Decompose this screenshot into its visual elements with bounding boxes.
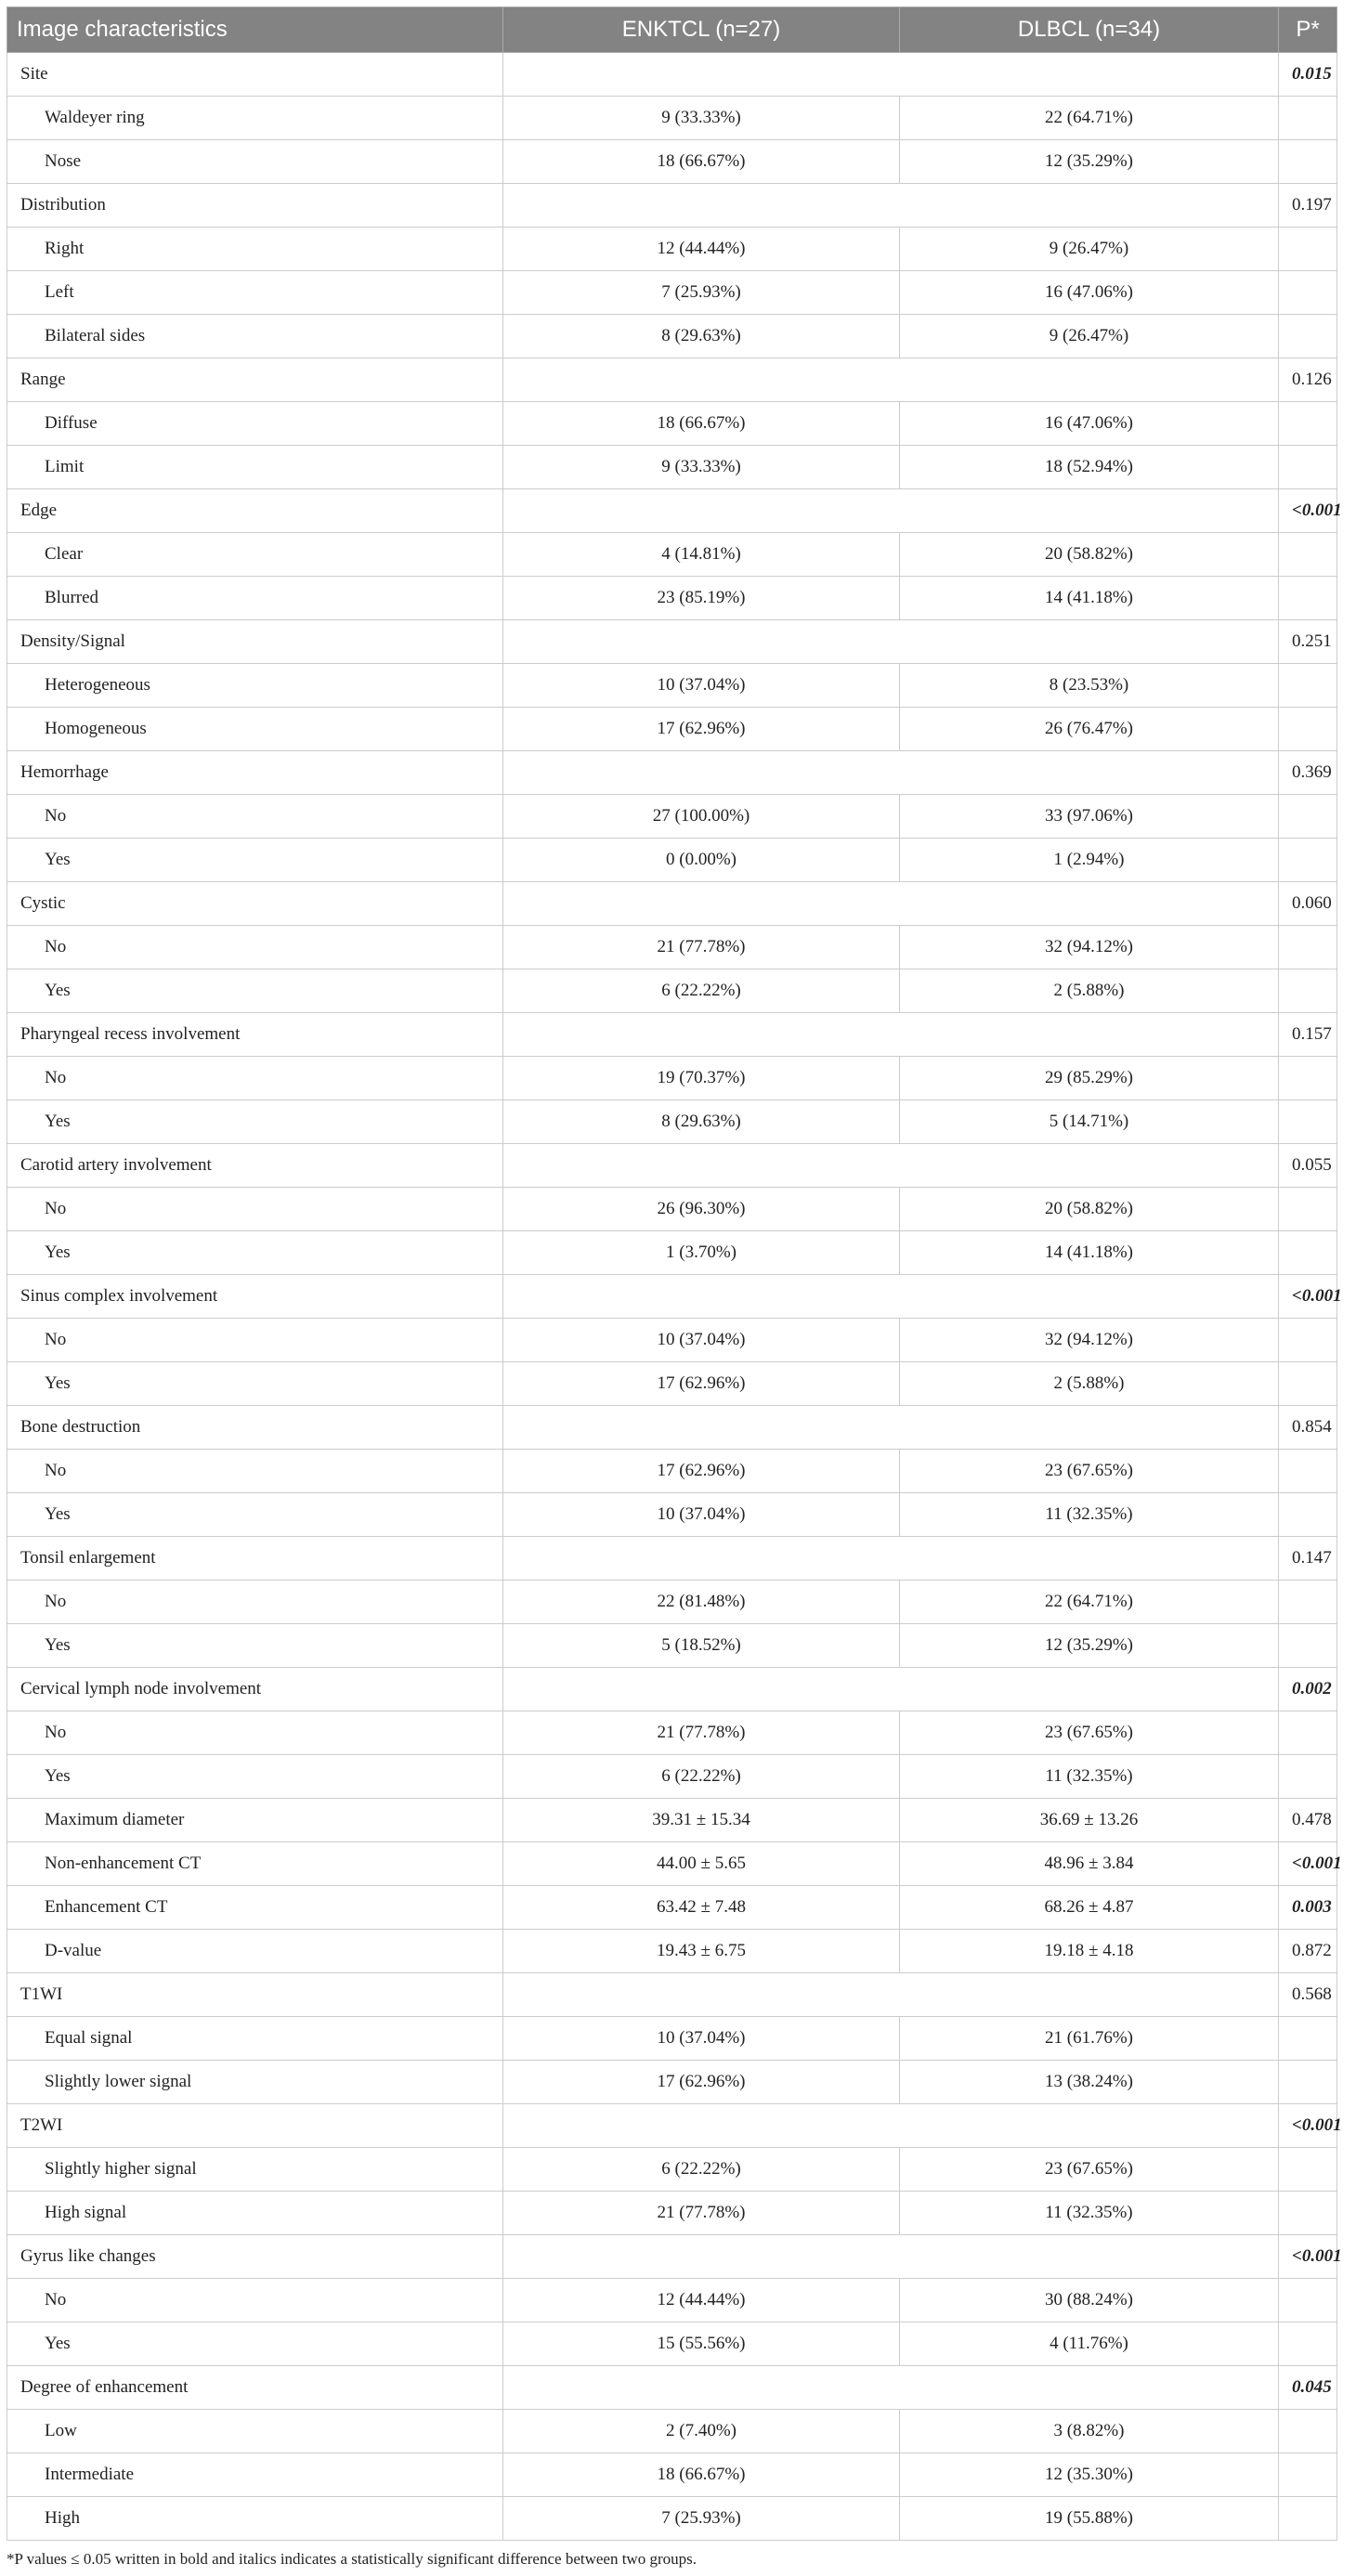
enktcl-value: 39.31 ± 15.34 bbox=[503, 1799, 900, 1842]
table-row bbox=[7, 1057, 1337, 1100]
enktcl-value: 63.42 ± 7.48 bbox=[503, 1886, 900, 1930]
category-spacer bbox=[503, 1973, 1279, 2017]
table-row bbox=[7, 2148, 1337, 2192]
dlbcl-value: 8 (23.53%) bbox=[900, 664, 1279, 708]
table-row bbox=[7, 1144, 1337, 1188]
dlbcl-value: 13 (38.24%) bbox=[900, 2061, 1279, 2104]
table-row bbox=[7, 2497, 1337, 2541]
table-footnote: *P values ≤ 0.05 written in bold and italics indicates a statistically significant difference between two groups. bbox=[7, 2550, 697, 2568]
row-label: Maximum diameter bbox=[7, 1799, 503, 1842]
category-spacer bbox=[503, 1537, 1279, 1581]
category-label: T1WI bbox=[7, 1973, 503, 2017]
dlbcl-value: 11 (32.35%) bbox=[900, 1755, 1279, 1799]
table-row bbox=[7, 228, 1337, 271]
table-row bbox=[7, 620, 1337, 664]
row-label: Yes bbox=[7, 1231, 503, 1275]
category-label: Bone destruction bbox=[7, 1406, 503, 1450]
category-label: Gyrus like changes bbox=[7, 2235, 503, 2279]
row-label: Yes bbox=[7, 1755, 503, 1799]
enktcl-value: 2 (7.40%) bbox=[503, 2410, 900, 2453]
dlbcl-value: 29 (85.29%) bbox=[900, 1057, 1279, 1100]
p-value bbox=[1279, 1100, 1337, 1144]
p-value bbox=[1279, 2148, 1337, 2192]
category-spacer bbox=[503, 184, 1279, 228]
p-value bbox=[1279, 446, 1337, 489]
table-body bbox=[7, 53, 1342, 2541]
row-label: Yes bbox=[7, 1100, 503, 1144]
category-label: Range bbox=[7, 358, 503, 402]
enktcl-value: 21 (77.78%) bbox=[503, 2192, 900, 2235]
table-row bbox=[7, 2235, 1337, 2279]
characteristics-table bbox=[7, 7, 1342, 2541]
category-spacer bbox=[503, 882, 1279, 926]
dlbcl-value: 9 (26.47%) bbox=[900, 228, 1279, 271]
p-value: 0.002 bbox=[1279, 1668, 1337, 1711]
dlbcl-value: 21 (61.76%) bbox=[900, 2017, 1279, 2061]
row-label: Right bbox=[7, 228, 503, 271]
enktcl-value: 7 (25.93%) bbox=[503, 271, 900, 315]
category-label: Carotid artery involvement bbox=[7, 1144, 503, 1188]
row-label: Yes bbox=[7, 1493, 503, 1537]
header-p-value: P* bbox=[1279, 7, 1337, 53]
p-value: 0.872 bbox=[1279, 1930, 1337, 1973]
category-spacer bbox=[503, 53, 1279, 97]
table-row bbox=[7, 751, 1337, 795]
p-value: <0.001 bbox=[1279, 1275, 1337, 1319]
row-label: Homogeneous bbox=[7, 708, 503, 751]
table-row bbox=[7, 1842, 1337, 1886]
table-row bbox=[7, 184, 1337, 228]
enktcl-value: 21 (77.78%) bbox=[503, 1711, 900, 1755]
dlbcl-value: 19.18 ± 4.18 bbox=[900, 1930, 1279, 1973]
row-label: D-value bbox=[7, 1930, 503, 1973]
table-row bbox=[7, 2104, 1337, 2148]
category-spacer bbox=[503, 2366, 1279, 2410]
p-value: <0.001 bbox=[1279, 2104, 1337, 2148]
dlbcl-value: 32 (94.12%) bbox=[900, 1319, 1279, 1362]
row-label: Yes bbox=[7, 839, 503, 882]
enktcl-value: 9 (33.33%) bbox=[503, 97, 900, 140]
dlbcl-value: 48.96 ± 3.84 bbox=[900, 1842, 1279, 1886]
dlbcl-value: 20 (58.82%) bbox=[900, 533, 1279, 577]
p-value bbox=[1279, 2017, 1337, 2061]
table-row bbox=[7, 2322, 1337, 2366]
dlbcl-value: 12 (35.29%) bbox=[900, 1624, 1279, 1668]
row-label: High signal bbox=[7, 2192, 503, 2235]
table-row bbox=[7, 1188, 1337, 1231]
row-label: No bbox=[7, 795, 503, 839]
enktcl-value: 17 (62.96%) bbox=[503, 2061, 900, 2104]
category-label: Edge bbox=[7, 489, 503, 533]
table-row bbox=[7, 577, 1337, 620]
table-row bbox=[7, 489, 1337, 533]
p-value bbox=[1279, 402, 1337, 446]
table-row bbox=[7, 1450, 1337, 1493]
p-value bbox=[1279, 839, 1337, 882]
p-value: <0.001 bbox=[1279, 1842, 1337, 1886]
dlbcl-value: 19 (55.88%) bbox=[900, 2497, 1279, 2541]
p-value: 0.854 bbox=[1279, 1406, 1337, 1450]
row-label: High bbox=[7, 2497, 503, 2541]
dlbcl-value: 26 (76.47%) bbox=[900, 708, 1279, 751]
row-label: Yes bbox=[7, 2322, 503, 2366]
table-row bbox=[7, 1537, 1337, 1581]
p-value bbox=[1279, 2453, 1337, 2497]
dlbcl-value: 23 (67.65%) bbox=[900, 2148, 1279, 2192]
table-row bbox=[7, 1319, 1337, 1362]
p-value bbox=[1279, 2192, 1337, 2235]
row-label: Non-enhancement CT bbox=[7, 1842, 503, 1886]
p-value: 0.126 bbox=[1279, 358, 1337, 402]
category-spacer bbox=[503, 2235, 1279, 2279]
p-value bbox=[1279, 708, 1337, 751]
table-row bbox=[7, 1668, 1337, 1711]
table-row bbox=[7, 1755, 1337, 1799]
table-row bbox=[7, 315, 1337, 358]
p-value bbox=[1279, 795, 1337, 839]
dlbcl-value: 5 (14.71%) bbox=[900, 1100, 1279, 1144]
table-row bbox=[7, 1886, 1337, 1930]
dlbcl-value: 36.69 ± 13.26 bbox=[900, 1799, 1279, 1842]
row-label: Yes bbox=[7, 969, 503, 1013]
category-label: Sinus complex involvement bbox=[7, 1275, 503, 1319]
table-row bbox=[7, 1100, 1337, 1144]
enktcl-value: 8 (29.63%) bbox=[503, 315, 900, 358]
dlbcl-value: 2 (5.88%) bbox=[900, 969, 1279, 1013]
row-label: Waldeyer ring bbox=[7, 97, 503, 140]
header-dlbcl: DLBCL (n=34) bbox=[900, 7, 1279, 53]
dlbcl-value: 68.26 ± 4.87 bbox=[900, 1886, 1279, 1930]
p-value bbox=[1279, 1188, 1337, 1231]
row-label: Intermediate bbox=[7, 2453, 503, 2497]
row-label: Left bbox=[7, 271, 503, 315]
p-value: 0.157 bbox=[1279, 1013, 1337, 1057]
enktcl-value: 1 (3.70%) bbox=[503, 1231, 900, 1275]
table-header bbox=[7, 7, 1337, 53]
category-spacer bbox=[503, 1406, 1279, 1450]
p-value: 0.003 bbox=[1279, 1886, 1337, 1930]
p-value: 0.369 bbox=[1279, 751, 1337, 795]
enktcl-value: 7 (25.93%) bbox=[503, 2497, 900, 2541]
p-value: 0.568 bbox=[1279, 1973, 1337, 2017]
category-label: Tonsil enlargement bbox=[7, 1537, 503, 1581]
table-row bbox=[7, 1711, 1337, 1755]
dlbcl-value: 14 (41.18%) bbox=[900, 577, 1279, 620]
table-row bbox=[7, 795, 1337, 839]
enktcl-value: 10 (37.04%) bbox=[503, 664, 900, 708]
category-spacer bbox=[503, 489, 1279, 533]
category-spacer bbox=[503, 620, 1279, 664]
table-row bbox=[7, 1973, 1337, 2017]
p-value bbox=[1279, 1755, 1337, 1799]
enktcl-value: 18 (66.67%) bbox=[503, 140, 900, 184]
row-label: No bbox=[7, 1319, 503, 1362]
dlbcl-value: 23 (67.65%) bbox=[900, 1450, 1279, 1493]
dlbcl-value: 22 (64.71%) bbox=[900, 97, 1279, 140]
row-label: No bbox=[7, 1188, 503, 1231]
category-spacer bbox=[503, 1668, 1279, 1711]
table-row bbox=[7, 1275, 1337, 1319]
enktcl-value: 10 (37.04%) bbox=[503, 2017, 900, 2061]
row-label: Low bbox=[7, 2410, 503, 2453]
p-value bbox=[1279, 2279, 1337, 2322]
dlbcl-value: 33 (97.06%) bbox=[900, 795, 1279, 839]
enktcl-value: 18 (66.67%) bbox=[503, 2453, 900, 2497]
category-spacer bbox=[503, 358, 1279, 402]
row-label: Blurred bbox=[7, 577, 503, 620]
dlbcl-value: 14 (41.18%) bbox=[900, 1231, 1279, 1275]
p-value: 0.045 bbox=[1279, 2366, 1337, 2410]
category-spacer bbox=[503, 751, 1279, 795]
category-spacer bbox=[503, 2104, 1279, 2148]
row-label: Enhancement CT bbox=[7, 1886, 503, 1930]
table-row bbox=[7, 839, 1337, 882]
p-value: 0.060 bbox=[1279, 882, 1337, 926]
enktcl-value: 6 (22.22%) bbox=[503, 2148, 900, 2192]
header-enktcl: ENKTCL (n=27) bbox=[503, 7, 900, 53]
p-value bbox=[1279, 140, 1337, 184]
table-row bbox=[7, 926, 1337, 969]
dlbcl-value: 2 (5.88%) bbox=[900, 1362, 1279, 1406]
p-value bbox=[1279, 271, 1337, 315]
dlbcl-value: 16 (47.06%) bbox=[900, 402, 1279, 446]
table-row bbox=[7, 140, 1337, 184]
p-value bbox=[1279, 228, 1337, 271]
enktcl-value: 18 (66.67%) bbox=[503, 402, 900, 446]
p-value: <0.001 bbox=[1279, 489, 1337, 533]
header-characteristics: Image characteristics bbox=[7, 7, 503, 53]
p-value: 0.251 bbox=[1279, 620, 1337, 664]
enktcl-value: 17 (62.96%) bbox=[503, 1362, 900, 1406]
enktcl-value: 12 (44.44%) bbox=[503, 228, 900, 271]
row-label: No bbox=[7, 926, 503, 969]
p-value bbox=[1279, 2322, 1337, 2366]
row-label: Bilateral sides bbox=[7, 315, 503, 358]
row-label: Slightly lower signal bbox=[7, 2061, 503, 2104]
dlbcl-value: 1 (2.94%) bbox=[900, 839, 1279, 882]
row-label: Heterogeneous bbox=[7, 664, 503, 708]
table-row bbox=[7, 1930, 1337, 1973]
table-row bbox=[7, 533, 1337, 577]
p-value bbox=[1279, 1624, 1337, 1668]
table-row bbox=[7, 1624, 1337, 1668]
table-row bbox=[7, 2061, 1337, 2104]
dlbcl-value: 12 (35.30%) bbox=[900, 2453, 1279, 2497]
p-value: 0.147 bbox=[1279, 1537, 1337, 1581]
enktcl-value: 9 (33.33%) bbox=[503, 446, 900, 489]
enktcl-value: 8 (29.63%) bbox=[503, 1100, 900, 1144]
table-row bbox=[7, 2453, 1337, 2497]
p-value bbox=[1279, 926, 1337, 969]
table-row bbox=[7, 358, 1337, 402]
dlbcl-value: 30 (88.24%) bbox=[900, 2279, 1279, 2322]
table-row bbox=[7, 969, 1337, 1013]
p-value bbox=[1279, 1711, 1337, 1755]
p-value bbox=[1279, 969, 1337, 1013]
row-label: No bbox=[7, 1711, 503, 1755]
category-label: T2WI bbox=[7, 2104, 503, 2148]
category-spacer bbox=[503, 1144, 1279, 1188]
p-value bbox=[1279, 1319, 1337, 1362]
table-row bbox=[7, 271, 1337, 315]
table-row bbox=[7, 2366, 1337, 2410]
category-label: Hemorrhage bbox=[7, 751, 503, 795]
enktcl-value: 0 (0.00%) bbox=[503, 839, 900, 882]
table-row bbox=[7, 53, 1337, 97]
p-value bbox=[1279, 2061, 1337, 2104]
category-label: Site bbox=[7, 53, 503, 97]
dlbcl-value: 4 (11.76%) bbox=[900, 2322, 1279, 2366]
category-label: Cervical lymph node involvement bbox=[7, 1668, 503, 1711]
dlbcl-value: 20 (58.82%) bbox=[900, 1188, 1279, 1231]
enktcl-value: 44.00 ± 5.65 bbox=[503, 1842, 900, 1886]
p-value bbox=[1279, 1231, 1337, 1275]
p-value bbox=[1279, 533, 1337, 577]
table-row bbox=[7, 2017, 1337, 2061]
enktcl-value: 4 (14.81%) bbox=[503, 533, 900, 577]
dlbcl-value: 22 (64.71%) bbox=[900, 1581, 1279, 1624]
table-container bbox=[7, 7, 1342, 2569]
row-label: Nose bbox=[7, 140, 503, 184]
row-label: Equal signal bbox=[7, 2017, 503, 2061]
category-spacer bbox=[503, 1275, 1279, 1319]
table-row bbox=[7, 2410, 1337, 2453]
dlbcl-value: 11 (32.35%) bbox=[900, 2192, 1279, 2235]
dlbcl-value: 11 (32.35%) bbox=[900, 1493, 1279, 1537]
dlbcl-value: 32 (94.12%) bbox=[900, 926, 1279, 969]
enktcl-value: 12 (44.44%) bbox=[503, 2279, 900, 2322]
row-label: Yes bbox=[7, 1624, 503, 1668]
enktcl-value: 19.43 ± 6.75 bbox=[503, 1930, 900, 1973]
dlbcl-value: 9 (26.47%) bbox=[900, 315, 1279, 358]
category-label: Distribution bbox=[7, 184, 503, 228]
enktcl-value: 6 (22.22%) bbox=[503, 1755, 900, 1799]
table-row bbox=[7, 97, 1337, 140]
table-row bbox=[7, 664, 1337, 708]
p-value: <0.001 bbox=[1279, 2235, 1337, 2279]
p-value bbox=[1279, 2410, 1337, 2453]
p-value bbox=[1279, 664, 1337, 708]
p-value bbox=[1279, 97, 1337, 140]
p-value: 0.015 bbox=[1279, 53, 1337, 97]
enktcl-value: 26 (96.30%) bbox=[503, 1188, 900, 1231]
table-row bbox=[7, 1581, 1337, 1624]
row-label: Slightly higher signal bbox=[7, 2148, 503, 2192]
dlbcl-value: 18 (52.94%) bbox=[900, 446, 1279, 489]
enktcl-value: 17 (62.96%) bbox=[503, 708, 900, 751]
table-row bbox=[7, 2192, 1337, 2235]
enktcl-value: 19 (70.37%) bbox=[503, 1057, 900, 1100]
row-label: No bbox=[7, 1581, 503, 1624]
enktcl-value: 22 (81.48%) bbox=[503, 1581, 900, 1624]
p-value bbox=[1279, 1493, 1337, 1537]
p-value bbox=[1279, 1362, 1337, 1406]
category-label: Cystic bbox=[7, 882, 503, 926]
enktcl-value: 10 (37.04%) bbox=[503, 1493, 900, 1537]
table-row bbox=[7, 708, 1337, 751]
enktcl-value: 21 (77.78%) bbox=[503, 926, 900, 969]
p-value: 0.478 bbox=[1279, 1799, 1337, 1842]
table-row bbox=[7, 1493, 1337, 1537]
p-value: 0.197 bbox=[1279, 184, 1337, 228]
table-row bbox=[7, 1406, 1337, 1450]
enktcl-value: 23 (85.19%) bbox=[503, 577, 900, 620]
category-label: Density/Signal bbox=[7, 620, 503, 664]
dlbcl-value: 12 (35.29%) bbox=[900, 140, 1279, 184]
dlbcl-value: 23 (67.65%) bbox=[900, 1711, 1279, 1755]
header-row bbox=[7, 7, 1337, 53]
row-label: Clear bbox=[7, 533, 503, 577]
row-label: No bbox=[7, 1057, 503, 1100]
dlbcl-value: 16 (47.06%) bbox=[900, 271, 1279, 315]
row-label: Diffuse bbox=[7, 402, 503, 446]
p-value bbox=[1279, 577, 1337, 620]
enktcl-value: 10 (37.04%) bbox=[503, 1319, 900, 1362]
enktcl-value: 5 (18.52%) bbox=[503, 1624, 900, 1668]
p-value: 0.055 bbox=[1279, 1144, 1337, 1188]
table-row bbox=[7, 2279, 1337, 2322]
enktcl-value: 17 (62.96%) bbox=[503, 1450, 900, 1493]
table-row bbox=[7, 882, 1337, 926]
dlbcl-value: 3 (8.82%) bbox=[900, 2410, 1279, 2453]
enktcl-value: 15 (55.56%) bbox=[503, 2322, 900, 2366]
table-row bbox=[7, 1013, 1337, 1057]
row-label: No bbox=[7, 1450, 503, 1493]
enktcl-value: 27 (100.00%) bbox=[503, 795, 900, 839]
row-label: Yes bbox=[7, 1362, 503, 1406]
p-value bbox=[1279, 1450, 1337, 1493]
row-label: No bbox=[7, 2279, 503, 2322]
category-spacer bbox=[503, 1013, 1279, 1057]
p-value bbox=[1279, 1057, 1337, 1100]
category-label: Degree of enhancement bbox=[7, 2366, 503, 2410]
table-row bbox=[7, 402, 1337, 446]
row-label: Limit bbox=[7, 446, 503, 489]
p-value bbox=[1279, 2497, 1337, 2541]
enktcl-value: 6 (22.22%) bbox=[503, 969, 900, 1013]
table-row bbox=[7, 1231, 1337, 1275]
p-value bbox=[1279, 315, 1337, 358]
table-row bbox=[7, 1799, 1337, 1842]
table-row bbox=[7, 1362, 1337, 1406]
table-row bbox=[7, 446, 1337, 489]
p-value bbox=[1279, 1581, 1337, 1624]
category-label: Pharyngeal recess involvement bbox=[7, 1013, 503, 1057]
